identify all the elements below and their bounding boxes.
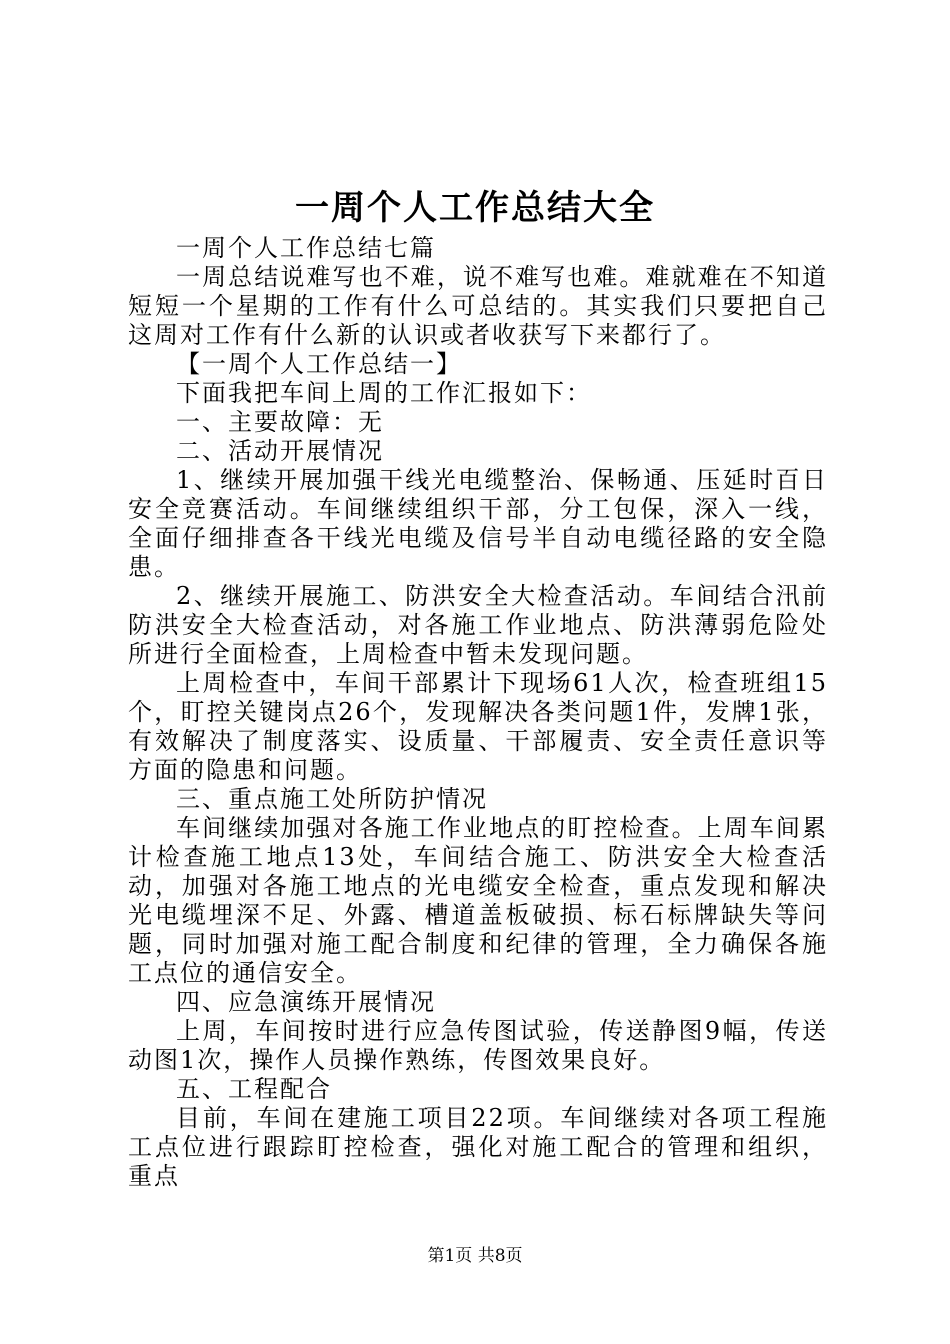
section-heading: 三、重点施工处所防护情况: [176, 785, 488, 813]
paragraph: 下面我把车间上周的工作汇报如下：: [176, 379, 592, 407]
section-heading: 五、工程配合: [176, 1075, 332, 1103]
section-heading: 四、应急演练开展情况: [176, 988, 436, 1016]
paragraph: 上周，车间按时进行应急传图试验，传送静图9幅，传送动图1次，操作人员操作熟练，传图效果良好。: [128, 1017, 828, 1074]
page-number: 第1页 共8页: [427, 1246, 523, 1266]
paragraph: 车间继续加强对各施工作业地点的盯控检查。上周车间累计检查施工地点13处，车间结合施工、防洪安全大检查活动，加强对各施工地点的光电缆安全检查，重点发现和解决光电缆埋深不足、外露、槽道盖板破损、标石标牌缺失等问题，同时加强对施工配合制度和纪律的管理，全力确保各施工点位的通信安全。: [128, 814, 828, 987]
paragraph: 【一周个人工作总结一】: [176, 350, 462, 378]
paragraph: 一周总结说难写也不难，说不难写也难。难就难在不知道短短一个星期的工作有什么可总结的。其实我们只要把自己这周对工作有什么新的认识或者收获写下来都行了。: [128, 263, 828, 349]
paragraph: 目前，车间在建施工项目22项。车间继续对各项工程施工点位进行跟踪盯控检查，强化对施工配合的管理和组织，重点: [128, 1104, 828, 1190]
section-heading: 一、主要故障：无: [176, 408, 384, 436]
paragraph: 2、继续开展施工、防洪安全大检查活动。车间结合汛前防洪安全大检查活动，对各施工作业地点、防洪薄弱危险处所进行全面检查，上周检查中暂未发现问题。: [128, 582, 828, 668]
document-body: [128, 234, 828, 1191]
section-heading: 二、活动开展情况: [176, 437, 384, 465]
paragraph: 一周个人工作总结七篇: [176, 234, 436, 262]
paragraph: 上周检查中，车间干部累计下现场61人次，检查班组15个，盯控关键岗点26个，发现解决各类问题1件，发牌1张，有效解决了制度落实、设质量、干部履责、安全责任意识等方面的隐患和问题。: [128, 669, 828, 784]
paragraph: 1、继续开展加强干线光电缆整治、保畅通、压延时百日安全竞赛活动。车间继续组织干部，分工包保，深入一线，全面仔细排查各干线光电缆及信号半自动电缆径路的安全隐患。: [128, 466, 828, 581]
document-title: 一周个人工作总结大全: [295, 188, 655, 228]
